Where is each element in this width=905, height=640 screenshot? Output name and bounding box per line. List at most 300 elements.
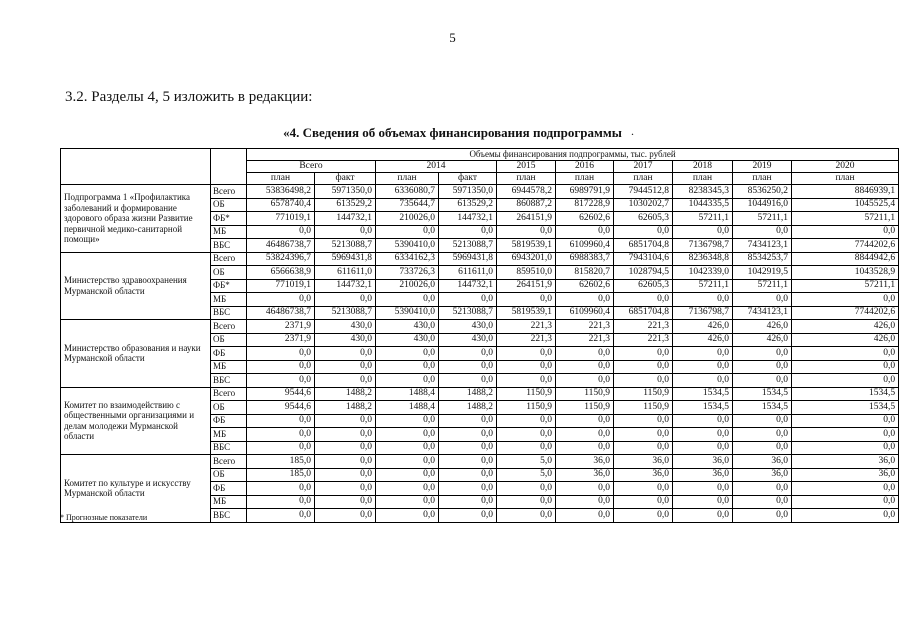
value-cell: 5,0 xyxy=(497,455,556,469)
page-number: 5 xyxy=(449,30,456,45)
header-year: Всего xyxy=(247,161,376,173)
value-cell: 733726,3 xyxy=(376,266,439,280)
header-year: 2019 xyxy=(733,161,792,173)
value-cell: 859510,0 xyxy=(497,266,556,280)
value-cell: 144732,1 xyxy=(315,212,376,226)
value-cell: 1488,2 xyxy=(315,387,376,401)
value-cell: 0,0 xyxy=(673,441,733,455)
header-year: 2020 xyxy=(792,161,899,173)
value-cell: 430,0 xyxy=(439,320,497,334)
value-cell: 0,0 xyxy=(497,441,556,455)
funding-source: ВБС xyxy=(211,239,247,253)
value-cell: 0,0 xyxy=(439,441,497,455)
value-cell: 7744202,6 xyxy=(792,239,899,253)
funding-source: МБ xyxy=(211,495,247,509)
value-cell: 0,0 xyxy=(497,509,556,523)
value-cell: 1043528,9 xyxy=(792,266,899,280)
value-cell: 1488,4 xyxy=(376,387,439,401)
value-cell: 817228,9 xyxy=(556,198,614,212)
value-cell: 221,3 xyxy=(556,333,614,347)
funding-source: МБ xyxy=(211,428,247,442)
value-cell: 1488,2 xyxy=(315,401,376,415)
value-cell: 36,0 xyxy=(556,455,614,469)
value-cell: 0,0 xyxy=(792,360,899,374)
subprogram-name: Министерство здравоохранения Мурманской области xyxy=(61,252,211,320)
value-cell: 0,0 xyxy=(614,414,673,428)
value-cell: 1045525,4 xyxy=(792,198,899,212)
value-cell: 0,0 xyxy=(497,482,556,496)
value-cell: 0,0 xyxy=(439,225,497,239)
value-cell: 9544,6 xyxy=(247,387,315,401)
value-cell: 0,0 xyxy=(792,495,899,509)
value-cell: 1534,5 xyxy=(792,401,899,415)
value-cell: 57211,1 xyxy=(792,279,899,293)
table-row xyxy=(61,252,899,266)
value-cell: 0,0 xyxy=(792,374,899,388)
value-cell: 0,0 xyxy=(376,347,439,361)
value-cell: 0,0 xyxy=(556,441,614,455)
value-cell: 0,0 xyxy=(673,482,733,496)
value-cell: 221,3 xyxy=(614,320,673,334)
value-cell: 0,0 xyxy=(439,468,497,482)
subprogram-name: Министерство образования и науки Мурманской области xyxy=(61,320,211,388)
value-cell: 0,0 xyxy=(497,360,556,374)
value-cell: 0,0 xyxy=(792,225,899,239)
header-year: 2015 xyxy=(497,161,556,173)
table-row xyxy=(61,185,899,199)
value-cell: 0,0 xyxy=(792,414,899,428)
value-cell: 7136798,7 xyxy=(673,306,733,320)
value-cell: 62605,3 xyxy=(614,279,673,293)
value-cell: 264151,9 xyxy=(497,279,556,293)
header-row-title xyxy=(61,149,899,161)
value-cell: 1150,9 xyxy=(614,387,673,401)
value-cell: 144732,1 xyxy=(315,279,376,293)
table-row xyxy=(61,387,899,401)
value-cell: 0,0 xyxy=(439,414,497,428)
value-cell: 0,0 xyxy=(556,495,614,509)
value-cell: 1488,2 xyxy=(439,401,497,415)
title-mark: . xyxy=(631,124,634,138)
value-cell: 264151,9 xyxy=(497,212,556,226)
value-cell: 0,0 xyxy=(614,225,673,239)
value-cell: 0,0 xyxy=(315,455,376,469)
funding-source: Всего xyxy=(211,387,247,401)
value-cell: 62602,6 xyxy=(556,279,614,293)
value-cell: 0,0 xyxy=(733,441,792,455)
value-cell: 6334162,3 xyxy=(376,252,439,266)
value-cell: 771019,1 xyxy=(247,279,315,293)
value-cell: 0,0 xyxy=(614,509,673,523)
value-cell: 0,0 xyxy=(247,414,315,428)
value-cell: 0,0 xyxy=(376,482,439,496)
funding-source: ФБ* xyxy=(211,212,247,226)
value-cell: 430,0 xyxy=(376,320,439,334)
value-cell: 0,0 xyxy=(614,347,673,361)
value-cell: 0,0 xyxy=(439,428,497,442)
value-cell: 1534,5 xyxy=(673,387,733,401)
value-cell: 1150,9 xyxy=(497,401,556,415)
value-cell: 5971350,0 xyxy=(315,185,376,199)
value-cell: 0,0 xyxy=(556,225,614,239)
value-cell: 0,0 xyxy=(247,225,315,239)
value-cell: 9544,6 xyxy=(247,401,315,415)
subprogram-name: Комитет по взаимодействию с общественными организациями и делам молодежи Мурманской области xyxy=(61,387,211,455)
value-cell: 430,0 xyxy=(439,333,497,347)
value-cell: 57211,1 xyxy=(673,212,733,226)
value-cell: 426,0 xyxy=(733,320,792,334)
value-cell: 0,0 xyxy=(439,509,497,523)
value-cell: 0,0 xyxy=(614,428,673,442)
value-cell: 0,0 xyxy=(673,293,733,307)
header-kind: план xyxy=(614,173,673,185)
value-cell: 36,0 xyxy=(792,455,899,469)
value-cell: 0,0 xyxy=(614,482,673,496)
value-cell: 2371,9 xyxy=(247,320,315,334)
funding-source: ФБ xyxy=(211,482,247,496)
value-cell: 57211,1 xyxy=(733,212,792,226)
header-kind: план xyxy=(792,173,899,185)
value-cell: 144732,1 xyxy=(439,212,497,226)
value-cell: 1150,9 xyxy=(556,401,614,415)
value-cell: 185,0 xyxy=(247,468,315,482)
value-cell: 7434123,1 xyxy=(733,306,792,320)
value-cell: 0,0 xyxy=(614,374,673,388)
value-cell: 0,0 xyxy=(315,495,376,509)
subprogram-name: Комитет по культуре и искусству Мурманской области xyxy=(61,455,211,523)
value-cell: 0,0 xyxy=(556,293,614,307)
value-cell: 0,0 xyxy=(315,347,376,361)
value-cell: 0,0 xyxy=(497,293,556,307)
value-cell: 0,0 xyxy=(556,482,614,496)
value-cell: 735644,7 xyxy=(376,198,439,212)
value-cell: 36,0 xyxy=(673,468,733,482)
value-cell: 0,0 xyxy=(247,360,315,374)
value-cell: 210026,0 xyxy=(376,279,439,293)
value-cell: 144732,1 xyxy=(439,279,497,293)
value-cell: 0,0 xyxy=(315,414,376,428)
value-cell: 0,0 xyxy=(315,374,376,388)
value-cell: 0,0 xyxy=(733,347,792,361)
value-cell: 0,0 xyxy=(733,509,792,523)
value-cell: 0,0 xyxy=(733,374,792,388)
value-cell: 0,0 xyxy=(315,360,376,374)
value-cell: 5819539,1 xyxy=(497,239,556,253)
value-cell: 771019,1 xyxy=(247,212,315,226)
funding-source: ВБС xyxy=(211,306,247,320)
value-cell: 221,3 xyxy=(497,333,556,347)
header-year: 2014 xyxy=(376,161,497,173)
table-title: «4. Сведения об объемах финансирования подпрограммы xyxy=(283,125,622,140)
value-cell: 1030202,7 xyxy=(614,198,673,212)
header-kind: план xyxy=(733,173,792,185)
value-cell: 5969431,8 xyxy=(439,252,497,266)
value-cell: 0,0 xyxy=(556,428,614,442)
value-cell: 1150,9 xyxy=(614,401,673,415)
value-cell: 0,0 xyxy=(315,509,376,523)
funding-source: Всего xyxy=(211,320,247,334)
value-cell: 5969431,8 xyxy=(315,252,376,266)
value-cell: 0,0 xyxy=(315,225,376,239)
funding-source: ФБ* xyxy=(211,279,247,293)
value-cell: 36,0 xyxy=(733,455,792,469)
value-cell: 430,0 xyxy=(376,333,439,347)
value-cell: 0,0 xyxy=(439,347,497,361)
value-cell: 1534,5 xyxy=(733,387,792,401)
header-blank-subprogram xyxy=(61,149,211,185)
value-cell: 0,0 xyxy=(315,428,376,442)
value-cell: 221,3 xyxy=(497,320,556,334)
section-heading: 3.2. Разделы 4, 5 изложить в редакции: xyxy=(65,89,313,105)
value-cell: 57211,1 xyxy=(792,212,899,226)
funding-source: Всего xyxy=(211,455,247,469)
header-blank-source xyxy=(211,149,247,185)
value-cell: 36,0 xyxy=(673,455,733,469)
value-cell: 221,3 xyxy=(556,320,614,334)
value-cell: 0,0 xyxy=(733,428,792,442)
value-cell: 0,0 xyxy=(614,360,673,374)
value-cell: 0,0 xyxy=(673,225,733,239)
value-cell: 7943104,6 xyxy=(614,252,673,266)
value-cell: 0,0 xyxy=(673,347,733,361)
value-cell: 1042919,5 xyxy=(733,266,792,280)
value-cell: 8534253,7 xyxy=(733,252,792,266)
header-year: 2018 xyxy=(673,161,733,173)
footnote: * Прогнозные показатели xyxy=(60,513,148,522)
value-cell: 0,0 xyxy=(247,495,315,509)
value-cell: 0,0 xyxy=(673,509,733,523)
header-kind: факт xyxy=(439,173,497,185)
value-cell: 0,0 xyxy=(792,293,899,307)
value-cell: 5,0 xyxy=(497,468,556,482)
value-cell: 0,0 xyxy=(376,468,439,482)
value-cell: 430,0 xyxy=(315,333,376,347)
funding-source: Всего xyxy=(211,252,247,266)
value-cell: 7944512,8 xyxy=(614,185,673,199)
funding-source: МБ xyxy=(211,293,247,307)
value-cell: 221,3 xyxy=(614,333,673,347)
header-kind: план xyxy=(556,173,614,185)
value-cell: 0,0 xyxy=(733,225,792,239)
value-cell: 8238345,3 xyxy=(673,185,733,199)
value-cell: 62602,6 xyxy=(556,212,614,226)
value-cell: 0,0 xyxy=(247,509,315,523)
funding-source: ФБ xyxy=(211,414,247,428)
value-cell: 0,0 xyxy=(673,428,733,442)
value-cell: 0,0 xyxy=(673,495,733,509)
value-cell: 0,0 xyxy=(247,428,315,442)
value-cell: 7434123,1 xyxy=(733,239,792,253)
header-kind: план xyxy=(673,173,733,185)
value-cell: 1488,4 xyxy=(376,401,439,415)
value-cell: 1150,9 xyxy=(497,387,556,401)
value-cell: 1534,5 xyxy=(733,401,792,415)
value-cell: 0,0 xyxy=(376,225,439,239)
value-cell: 1534,5 xyxy=(673,401,733,415)
value-cell: 0,0 xyxy=(315,468,376,482)
value-cell: 1044916,0 xyxy=(733,198,792,212)
value-cell: 0,0 xyxy=(556,360,614,374)
value-cell: 1488,2 xyxy=(439,387,497,401)
header-kind: факт xyxy=(315,173,376,185)
value-cell: 5390410,0 xyxy=(376,239,439,253)
value-cell: 0,0 xyxy=(247,441,315,455)
value-cell: 0,0 xyxy=(247,347,315,361)
value-cell: 2371,9 xyxy=(247,333,315,347)
value-cell: 426,0 xyxy=(673,320,733,334)
value-cell: 0,0 xyxy=(673,360,733,374)
value-cell: 0,0 xyxy=(439,293,497,307)
value-cell: 426,0 xyxy=(673,333,733,347)
value-cell: 0,0 xyxy=(315,441,376,455)
value-cell: 5213088,7 xyxy=(315,306,376,320)
value-cell: 430,0 xyxy=(315,320,376,334)
value-cell: 6988383,7 xyxy=(556,252,614,266)
value-cell: 0,0 xyxy=(247,482,315,496)
value-cell: 860887,2 xyxy=(497,198,556,212)
value-cell: 6336080,7 xyxy=(376,185,439,199)
value-cell: 0,0 xyxy=(614,441,673,455)
value-cell: 36,0 xyxy=(792,468,899,482)
table-body xyxy=(61,185,899,523)
subprogram-name: Подпрограмма 1 «Профилактика заболеваний и формирование здорового образа жизни Развитие первичной медико-санитарной помощи» xyxy=(61,185,211,253)
value-cell: 1028794,5 xyxy=(614,266,673,280)
value-cell: 53824396,7 xyxy=(247,252,315,266)
value-cell: 1044335,5 xyxy=(673,198,733,212)
value-cell: 5390410,0 xyxy=(376,306,439,320)
value-cell: 0,0 xyxy=(733,482,792,496)
value-cell: 36,0 xyxy=(614,468,673,482)
value-cell: 8536250,2 xyxy=(733,185,792,199)
value-cell: 0,0 xyxy=(376,495,439,509)
funding-source: ОБ xyxy=(211,401,247,415)
value-cell: 6109960,4 xyxy=(556,306,614,320)
header-kind: план xyxy=(497,173,556,185)
value-cell: 7744202,6 xyxy=(792,306,899,320)
value-cell: 0,0 xyxy=(376,293,439,307)
value-cell: 613529,2 xyxy=(315,198,376,212)
value-cell: 0,0 xyxy=(792,441,899,455)
value-cell: 6944578,2 xyxy=(497,185,556,199)
value-cell: 57211,1 xyxy=(733,279,792,293)
funding-source: ОБ xyxy=(211,266,247,280)
value-cell: 0,0 xyxy=(556,374,614,388)
value-cell: 62605,3 xyxy=(614,212,673,226)
value-cell: 5819539,1 xyxy=(497,306,556,320)
value-cell: 0,0 xyxy=(733,414,792,428)
value-cell: 5971350,0 xyxy=(439,185,497,199)
value-cell: 8236348,8 xyxy=(673,252,733,266)
value-cell: 5213088,7 xyxy=(439,239,497,253)
value-cell: 0,0 xyxy=(673,414,733,428)
value-cell: 8844942,6 xyxy=(792,252,899,266)
value-cell: 0,0 xyxy=(439,360,497,374)
value-cell: 46486738,7 xyxy=(247,239,315,253)
value-cell: 0,0 xyxy=(792,347,899,361)
value-cell: 0,0 xyxy=(376,414,439,428)
value-cell: 5213088,7 xyxy=(439,306,497,320)
value-cell: 0,0 xyxy=(376,360,439,374)
table-row xyxy=(61,320,899,334)
value-cell: 8846939,1 xyxy=(792,185,899,199)
value-cell: 815820,7 xyxy=(556,266,614,280)
funding-source: МБ xyxy=(211,225,247,239)
value-cell: 1042339,0 xyxy=(673,266,733,280)
header-year: 2016 xyxy=(556,161,614,173)
value-cell: 0,0 xyxy=(497,225,556,239)
value-cell: 0,0 xyxy=(315,293,376,307)
value-cell: 0,0 xyxy=(376,509,439,523)
funding-source: ВБС xyxy=(211,441,247,455)
value-cell: 0,0 xyxy=(792,428,899,442)
funding-source: ОБ xyxy=(211,468,247,482)
value-cell: 0,0 xyxy=(614,293,673,307)
value-cell: 0,0 xyxy=(376,441,439,455)
value-cell: 53836498,2 xyxy=(247,185,315,199)
value-cell: 0,0 xyxy=(556,347,614,361)
value-cell: 6109960,4 xyxy=(556,239,614,253)
header-kind: план xyxy=(247,173,315,185)
funding-source: Всего xyxy=(211,185,247,199)
value-cell: 0,0 xyxy=(497,414,556,428)
header-kind: план xyxy=(376,173,439,185)
value-cell: 46486738,7 xyxy=(247,306,315,320)
value-cell: 0,0 xyxy=(497,347,556,361)
value-cell: 613529,2 xyxy=(439,198,497,212)
table-row xyxy=(61,455,899,469)
value-cell: 426,0 xyxy=(733,333,792,347)
value-cell: 0,0 xyxy=(733,495,792,509)
value-cell: 0,0 xyxy=(556,414,614,428)
value-cell: 210026,0 xyxy=(376,212,439,226)
value-cell: 0,0 xyxy=(733,293,792,307)
value-cell: 0,0 xyxy=(733,360,792,374)
funding-source: ВБС xyxy=(211,509,247,523)
value-cell: 6943201,0 xyxy=(497,252,556,266)
value-cell: 1150,9 xyxy=(556,387,614,401)
value-cell: 6989791,9 xyxy=(556,185,614,199)
funding-source: ФБ xyxy=(211,347,247,361)
value-cell: 426,0 xyxy=(792,333,899,347)
value-cell: 0,0 xyxy=(792,509,899,523)
funding-source: ОБ xyxy=(211,333,247,347)
value-cell: 0,0 xyxy=(439,374,497,388)
value-cell: 0,0 xyxy=(497,428,556,442)
value-cell: 0,0 xyxy=(614,495,673,509)
value-cell: 6851704,8 xyxy=(614,239,673,253)
value-cell: 611611,0 xyxy=(439,266,497,280)
value-cell: 0,0 xyxy=(376,374,439,388)
value-cell: 0,0 xyxy=(247,293,315,307)
value-cell: 0,0 xyxy=(376,428,439,442)
value-cell: 36,0 xyxy=(733,468,792,482)
value-cell: 0,0 xyxy=(315,482,376,496)
value-cell: 5213088,7 xyxy=(315,239,376,253)
value-cell: 0,0 xyxy=(497,495,556,509)
value-cell: 0,0 xyxy=(439,455,497,469)
value-cell: 57211,1 xyxy=(673,279,733,293)
value-cell: 36,0 xyxy=(614,455,673,469)
value-cell: 611611,0 xyxy=(315,266,376,280)
value-cell: 426,0 xyxy=(792,320,899,334)
value-cell: 1534,5 xyxy=(792,387,899,401)
value-cell: 6578740,4 xyxy=(247,198,315,212)
header-financing-title: Объемы финансирования подпрограммы, тыс. рублей xyxy=(247,149,899,161)
value-cell: 6851704,8 xyxy=(614,306,673,320)
funding-source: МБ xyxy=(211,360,247,374)
funding-source: ВБС xyxy=(211,374,247,388)
value-cell: 0,0 xyxy=(376,455,439,469)
